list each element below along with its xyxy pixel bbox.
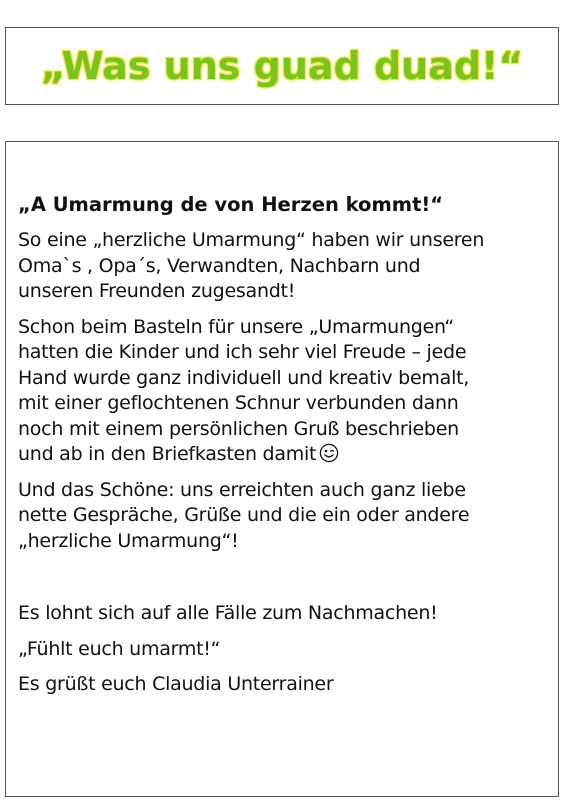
paragraph-line: Und das Schöne: uns erreichten auch ganz liebe (18, 478, 466, 501)
title-banner (5, 27, 559, 105)
paragraph-line: Hand wurde ganz individuell und kreativ bemalt, (18, 366, 470, 389)
closing-line-2: „Fühlt euch umarmt!“ (18, 637, 221, 660)
paragraph-line: nette Gespräche, Grüße und die ein oder andere (18, 504, 470, 526)
paragraph-line: So eine „herzliche Umarmung“ haben wir unseren (18, 229, 485, 251)
page-title: „Was uns guad duad!“ (40, 44, 524, 88)
paragraph-line: noch mit einem persönlichen Gruß beschrieben (18, 417, 459, 440)
closing-line-1: Es lohnt sich auf alle Fälle zum Nachmachen! (18, 602, 438, 624)
article-heading: „A Umarmung de von Herzen kommt!“ (18, 193, 444, 216)
paragraph-line: Schon beim Basteln für unsere „Umarmungen“ (18, 315, 455, 338)
spacer (18, 564, 548, 601)
paragraph-line: hatten die Kinder und ich sehr viel Freude – jede (18, 341, 467, 363)
paragraph-line: Oma`s , Opa´s, Verwandten, Nachbarn und (18, 254, 421, 277)
article-box (5, 141, 559, 797)
paragraph-3 (18, 478, 548, 555)
paragraph-1 (18, 228, 548, 305)
paragraph-last-line (18, 442, 548, 468)
winking-smiley-icon (319, 443, 339, 463)
paragraph-2 (18, 315, 548, 468)
signature: Es grüßt euch Claudia Unterrainer (18, 673, 334, 695)
paragraph-line: „herzliche Umarmung“! (18, 529, 239, 552)
paragraph-line: unseren Freunden zugesandt! (18, 280, 296, 302)
paragraph-line-text: und ab in den Briefkasten damit (18, 443, 317, 465)
paragraph-line: mit einer geflochtenen Schnur verbunden dann (18, 392, 459, 414)
